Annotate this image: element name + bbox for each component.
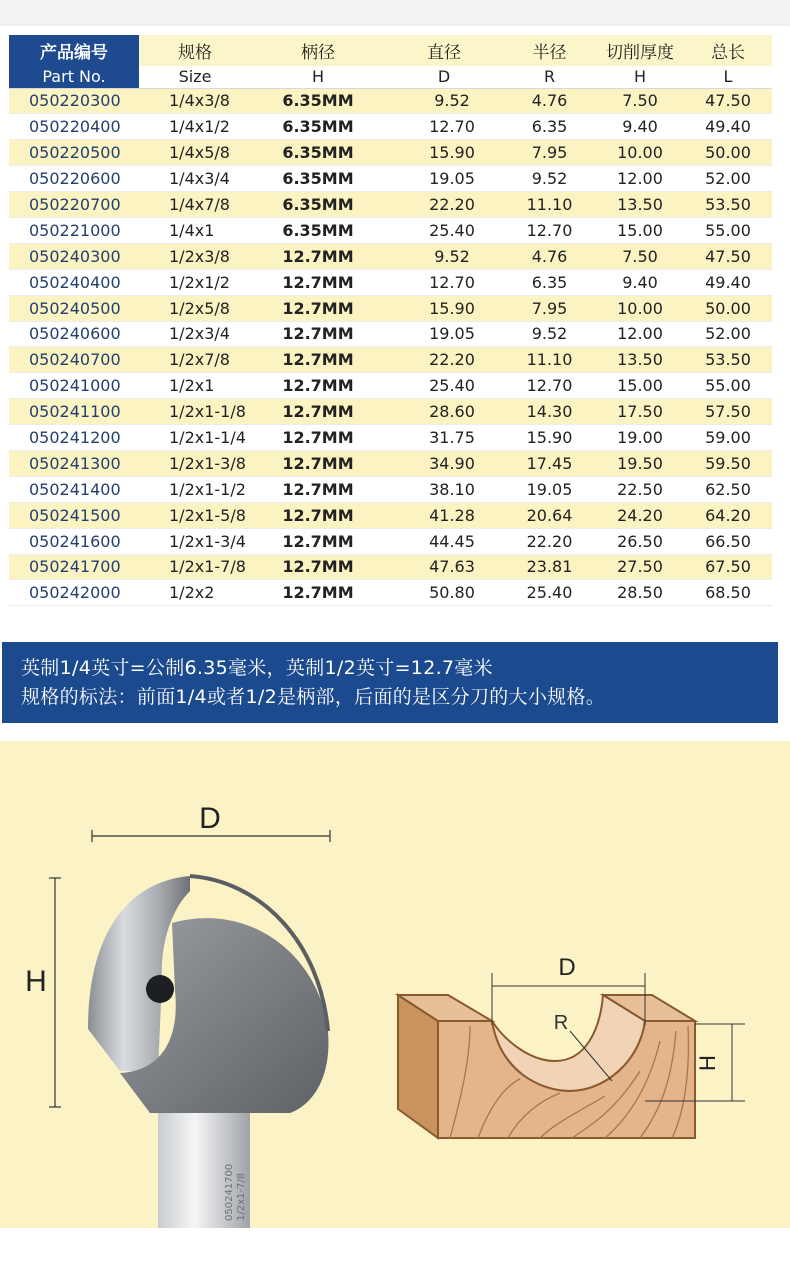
top-strip <box>0 0 790 26</box>
shank-marking-part-no: 050241700 <box>224 1163 235 1221</box>
note-line-conversion: 英制1/4英寸=公制6.35毫米，英制1/2英寸=12.7毫米 <box>21 657 493 679</box>
cell-part-no: 050241500 <box>9 502 139 528</box>
cell-size: 1/2x1-5/8 <box>139 502 251 528</box>
cell-diameter: 41.28 <box>385 502 503 528</box>
header-part-no-en: Part No. <box>9 66 139 88</box>
cell-diameter: 25.40 <box>385 217 503 243</box>
cell-size: 1/2x7/8 <box>139 347 251 373</box>
cell-cut-height: 13.50 <box>596 347 684 373</box>
cell-diameter: 28.60 <box>385 399 503 425</box>
cell-shank: 12.7MM <box>251 502 385 528</box>
header-length-cn: 总长 <box>684 35 772 66</box>
header-cut-height-en: H <box>596 66 684 88</box>
cell-part-no: 050240500 <box>9 295 139 321</box>
cell-length: 52.00 <box>684 166 772 192</box>
cell-shank: 12.7MM <box>251 476 385 502</box>
cell-radius: 4.76 <box>503 243 596 269</box>
cell-part-no: 050220300 <box>9 88 139 114</box>
cell-cut-height: 26.50 <box>596 528 684 554</box>
cell-shank: 12.7MM <box>251 243 385 269</box>
cell-size: 1/4x3/4 <box>139 166 251 192</box>
cell-radius: 14.30 <box>503 399 596 425</box>
cell-size: 1/2x1-3/4 <box>139 528 251 554</box>
cell-length: 49.40 <box>684 114 772 140</box>
cell-size: 1/4x7/8 <box>139 192 251 218</box>
cell-length: 59.50 <box>684 450 772 476</box>
cell-part-no: 050241700 <box>9 554 139 580</box>
cell-shank: 12.7MM <box>251 347 385 373</box>
diagram-panel <box>0 741 790 1280</box>
cell-radius: 11.10 <box>503 347 596 373</box>
cell-shank: 12.7MM <box>251 554 385 580</box>
cell-part-no: 050220700 <box>9 192 139 218</box>
cell-length: 55.00 <box>684 217 772 243</box>
cell-size: 1/2x1-3/8 <box>139 450 251 476</box>
cell-part-no: 050220600 <box>9 166 139 192</box>
cell-radius: 19.05 <box>503 476 596 502</box>
cell-length: 50.00 <box>684 295 772 321</box>
cell-cut-height: 22.50 <box>596 476 684 502</box>
cell-cut-height: 10.00 <box>596 140 684 166</box>
table-row <box>9 373 772 399</box>
cell-diameter: 15.90 <box>385 140 503 166</box>
cell-radius: 7.95 <box>503 295 596 321</box>
cell-size: 1/2x1-1/2 <box>139 476 251 502</box>
table-row <box>9 399 772 425</box>
cell-radius: 20.64 <box>503 502 596 528</box>
cell-part-no: 050242000 <box>9 580 139 606</box>
cell-diameter: 34.90 <box>385 450 503 476</box>
header-size-en: Size <box>139 66 251 88</box>
cell-length: 66.50 <box>684 528 772 554</box>
cell-cut-height: 15.00 <box>596 373 684 399</box>
header-cut-height-cn: 切削厚度 <box>596 35 684 66</box>
cell-shank: 12.7MM <box>251 450 385 476</box>
cell-diameter: 19.05 <box>385 321 503 347</box>
cell-cut-height: 12.00 <box>596 321 684 347</box>
cell-part-no: 050240700 <box>9 347 139 373</box>
cell-cut-height: 13.50 <box>596 192 684 218</box>
cell-shank: 12.7MM <box>251 269 385 295</box>
cell-cut-height: 28.50 <box>596 580 684 606</box>
cell-shank: 12.7MM <box>251 425 385 451</box>
cell-radius: 17.45 <box>503 450 596 476</box>
cell-part-no: 050241600 <box>9 528 139 554</box>
table-row <box>9 269 772 295</box>
table-row <box>9 166 772 192</box>
cell-shank: 12.7MM <box>251 321 385 347</box>
cell-cut-height: 10.00 <box>596 295 684 321</box>
cell-diameter: 19.05 <box>385 166 503 192</box>
table-row <box>9 450 772 476</box>
cell-cut-height: 15.00 <box>596 217 684 243</box>
cell-diameter: 25.40 <box>385 373 503 399</box>
cell-radius: 23.81 <box>503 554 596 580</box>
cell-diameter: 12.70 <box>385 114 503 140</box>
cell-part-no: 050240600 <box>9 321 139 347</box>
cell-size: 1/2x1 <box>139 373 251 399</box>
cell-part-no: 050241200 <box>9 425 139 451</box>
cell-diameter: 44.45 <box>385 528 503 554</box>
cell-cut-height: 7.50 <box>596 88 684 114</box>
table-row <box>9 295 772 321</box>
cell-part-no: 050240400 <box>9 269 139 295</box>
cell-length: 53.50 <box>684 347 772 373</box>
wood-label-h: H <box>695 1055 720 1071</box>
cell-cut-height: 7.50 <box>596 243 684 269</box>
cell-length: 47.50 <box>684 88 772 114</box>
table-row <box>9 114 772 140</box>
cell-cut-height: 19.50 <box>596 450 684 476</box>
cell-radius: 12.70 <box>503 217 596 243</box>
table-row <box>9 217 772 243</box>
table-row <box>9 347 772 373</box>
cell-size: 1/2x3/8 <box>139 243 251 269</box>
cell-radius: 9.52 <box>503 166 596 192</box>
table-row <box>9 243 772 269</box>
spec-table <box>9 35 772 606</box>
cell-part-no: 050241100 <box>9 399 139 425</box>
cell-shank: 12.7MM <box>251 373 385 399</box>
table-row <box>9 192 772 218</box>
cell-shank: 6.35MM <box>251 140 385 166</box>
cell-shank: 12.7MM <box>251 295 385 321</box>
cell-length: 64.20 <box>684 502 772 528</box>
cell-cut-height: 19.00 <box>596 425 684 451</box>
header-part-no-cn: 产品编号 <box>9 35 139 66</box>
wood-label-d: D <box>558 954 576 981</box>
cell-diameter: 12.70 <box>385 269 503 295</box>
cell-length: 67.50 <box>684 554 772 580</box>
table-header-cn <box>9 35 772 66</box>
cell-diameter: 22.20 <box>385 192 503 218</box>
table-row <box>9 502 772 528</box>
cell-length: 68.50 <box>684 580 772 606</box>
cell-radius: 22.20 <box>503 528 596 554</box>
cell-shank: 12.7MM <box>251 580 385 606</box>
cell-shank: 12.7MM <box>251 399 385 425</box>
diagram-svg <box>0 741 790 1280</box>
table-header-en <box>9 66 772 88</box>
shank-marking-size: 1/2x1-7/8 <box>236 1172 247 1221</box>
cell-part-no: 050240300 <box>9 243 139 269</box>
cell-length: 59.00 <box>684 425 772 451</box>
cell-size: 1/2x3/4 <box>139 321 251 347</box>
cell-length: 49.40 <box>684 269 772 295</box>
cell-size: 1/2x1-7/8 <box>139 554 251 580</box>
table-row <box>9 580 772 606</box>
cell-length: 47.50 <box>684 243 772 269</box>
table-row <box>9 528 772 554</box>
cell-diameter: 22.20 <box>385 347 503 373</box>
cell-length: 52.00 <box>684 321 772 347</box>
bit-label-h: H <box>25 965 47 998</box>
cell-radius: 6.35 <box>503 269 596 295</box>
cell-diameter: 9.52 <box>385 88 503 114</box>
cell-shank: 6.35MM <box>251 217 385 243</box>
cell-size: 1/2x1-1/4 <box>139 425 251 451</box>
table-row <box>9 140 772 166</box>
note-line-spec-format: 规格的标法：前面1/4或者1/2是柄部，后面的是区分刀的大小规格。 <box>21 686 606 708</box>
cell-radius: 7.95 <box>503 140 596 166</box>
cell-radius: 9.52 <box>503 321 596 347</box>
cell-length: 55.00 <box>684 373 772 399</box>
cell-size: 1/4x3/8 <box>139 88 251 114</box>
cell-diameter: 15.90 <box>385 295 503 321</box>
cell-size: 1/2x1-1/8 <box>139 399 251 425</box>
cell-size: 1/2x5/8 <box>139 295 251 321</box>
cell-diameter: 9.52 <box>385 243 503 269</box>
cell-size: 1/4x5/8 <box>139 140 251 166</box>
table-row <box>9 425 772 451</box>
cell-size: 1/2x1/2 <box>139 269 251 295</box>
cell-diameter: 31.75 <box>385 425 503 451</box>
cell-diameter: 38.10 <box>385 476 503 502</box>
cell-part-no: 050241400 <box>9 476 139 502</box>
bit-bearing-shadow <box>146 975 174 1003</box>
cell-radius: 11.10 <box>503 192 596 218</box>
cell-shank: 6.35MM <box>251 88 385 114</box>
header-size-cn: 规格 <box>139 35 251 66</box>
cell-shank: 12.7MM <box>251 528 385 554</box>
cell-part-no: 050220400 <box>9 114 139 140</box>
cell-radius: 12.70 <box>503 373 596 399</box>
cell-size: 1/4x1 <box>139 217 251 243</box>
cell-part-no: 050220500 <box>9 140 139 166</box>
cell-size: 1/4x1/2 <box>139 114 251 140</box>
header-radius-en: R <box>503 66 596 88</box>
table-row <box>9 321 772 347</box>
header-length-en: L <box>684 66 772 88</box>
wood-label-r: R <box>553 1012 569 1034</box>
header-shank-cn: 柄径 <box>251 35 385 66</box>
header-diameter-en: D <box>385 66 503 88</box>
cell-cut-height: 9.40 <box>596 114 684 140</box>
cell-part-no: 050241000 <box>9 373 139 399</box>
cell-cut-height: 17.50 <box>596 399 684 425</box>
cell-part-no: 050241300 <box>9 450 139 476</box>
cell-diameter: 50.80 <box>385 580 503 606</box>
cell-size: 1/2x2 <box>139 580 251 606</box>
cell-diameter: 47.63 <box>385 554 503 580</box>
cell-cut-height: 12.00 <box>596 166 684 192</box>
cell-length: 57.50 <box>684 399 772 425</box>
cell-radius: 15.90 <box>503 425 596 451</box>
cell-radius: 4.76 <box>503 88 596 114</box>
cell-radius: 6.35 <box>503 114 596 140</box>
header-diameter-cn: 直径 <box>385 35 503 66</box>
cell-shank: 6.35MM <box>251 192 385 218</box>
table-row <box>9 88 772 114</box>
cell-cut-height: 24.20 <box>596 502 684 528</box>
cell-shank: 6.35MM <box>251 166 385 192</box>
cell-radius: 25.40 <box>503 580 596 606</box>
cell-length: 53.50 <box>684 192 772 218</box>
diagram-bottom-strip <box>0 1228 790 1280</box>
cell-shank: 6.35MM <box>251 114 385 140</box>
cell-cut-height: 9.40 <box>596 269 684 295</box>
header-radius-cn: 半径 <box>503 35 596 66</box>
bit-label-d: D <box>199 802 221 835</box>
note-banner <box>2 642 778 723</box>
table-row <box>9 476 772 502</box>
cell-length: 62.50 <box>684 476 772 502</box>
header-shank-en: H <box>251 66 385 88</box>
table-row <box>9 554 772 580</box>
cell-part-no: 050221000 <box>9 217 139 243</box>
cell-length: 50.00 <box>684 140 772 166</box>
cell-cut-height: 27.50 <box>596 554 684 580</box>
